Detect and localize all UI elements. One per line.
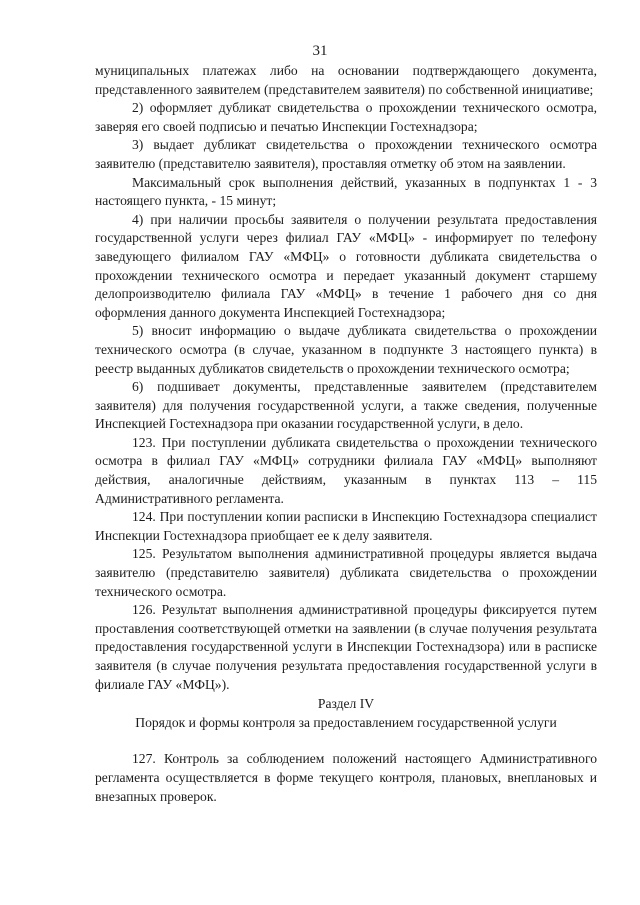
paragraph-126: 126. Результат выполнения административной процедуры фиксируется путем проставления соответствующей отметки на заявлении (в случае получения результата предоставления государственной услуги в Инспекции Гостехнадзора) или в расписке заявителя (в случае получения результата предоставления государственной услуги в филиале ГАУ «МФЦ»). xyxy=(95,602,597,692)
page-number: 31 xyxy=(312,43,328,59)
section-title: Раздел IV xyxy=(317,696,375,712)
section-heading: Порядок и формы контроля за предоставлением государственной услуги xyxy=(135,714,557,730)
paragraph-item-2: 2) оформляет дубликат свидетельства о прохождении технического осмотра, заверяя его своей подписью и печатью Инспекции Гостехнадзора; xyxy=(95,100,597,134)
paragraph-125: 125. Результатом выполнения административной процедуры является выдача заявителю (представителю заявителя) дубликата свидетельства о прохождении технического осмотра. xyxy=(95,546,597,599)
paragraph-123: 123. При поступлении дубликата свидетельства о прохождении технического осмотра в филиал ГАУ «МФЦ» сотрудники филиала ГАУ «МФЦ» выполняют действия, аналогичные действиям, указанным в пунктах 113 – 115 Административного регламента. xyxy=(95,434,597,506)
document-body xyxy=(95,62,597,806)
paragraph-max-duration: Максимальный срок выполнения действий, указанных в подпунктах 1 - 3 настоящего пункта, - 15 минут; xyxy=(95,174,597,209)
paragraph-item-4: 4) при наличии просьбы заявителя о получении результата предоставления государственной услуги через филиал ГАУ «МФЦ» - информирует по телефону заведующего филиалом ГАУ «МФЦ» о готовности дубликата свидетельства о прохождении технического осмотра и передает указанный документ старшему делопроизводителю филиала ГАУ «МФЦ» в течение 1 рабочего дня со дня оформления данного документа Инспекцией Гостехнадзора; xyxy=(95,211,597,320)
paragraph-continuation: муниципальных платежах либо на основании подтверждающего документа, представленного заявителем (представителем заявителя) по собственной инициативе; xyxy=(95,63,597,97)
paragraph-124: 124. При поступлении копии расписки в Инспекцию Гостехнадзора специалист Инспекции Гостехнадзора приобщает ее к делу заявителя. xyxy=(95,509,597,543)
paragraph-item-5: 5) вносит информацию о выдаче дубликата свидетельства о прохождении технического осмотра (в случае, указанном в подпункте 3 настоящего пункта) в реестр выданных дубликатов свидетельств о прохождении технического осмотра; xyxy=(95,323,597,376)
paragraph-item-3: 3) выдает дубликат свидетельства о прохождении технического осмотра заявителю (представителю заявителя), проставляя отметку об этом на заявлении. xyxy=(95,137,597,171)
paragraph-127: 127. Контроль за соблюдением положений настоящего Административного регламента осуществляется в форме текущего контроля, плановых, внеплановых и внезапных проверок. xyxy=(95,751,597,804)
paragraph-item-6: 6) подшивает документы, представленные заявителем (представителем заявителя) для получения государственной услуги, а также сведения, полученные Инспекцией Гостехнадзора при оказании государственной услуги, в дело. xyxy=(95,379,597,432)
